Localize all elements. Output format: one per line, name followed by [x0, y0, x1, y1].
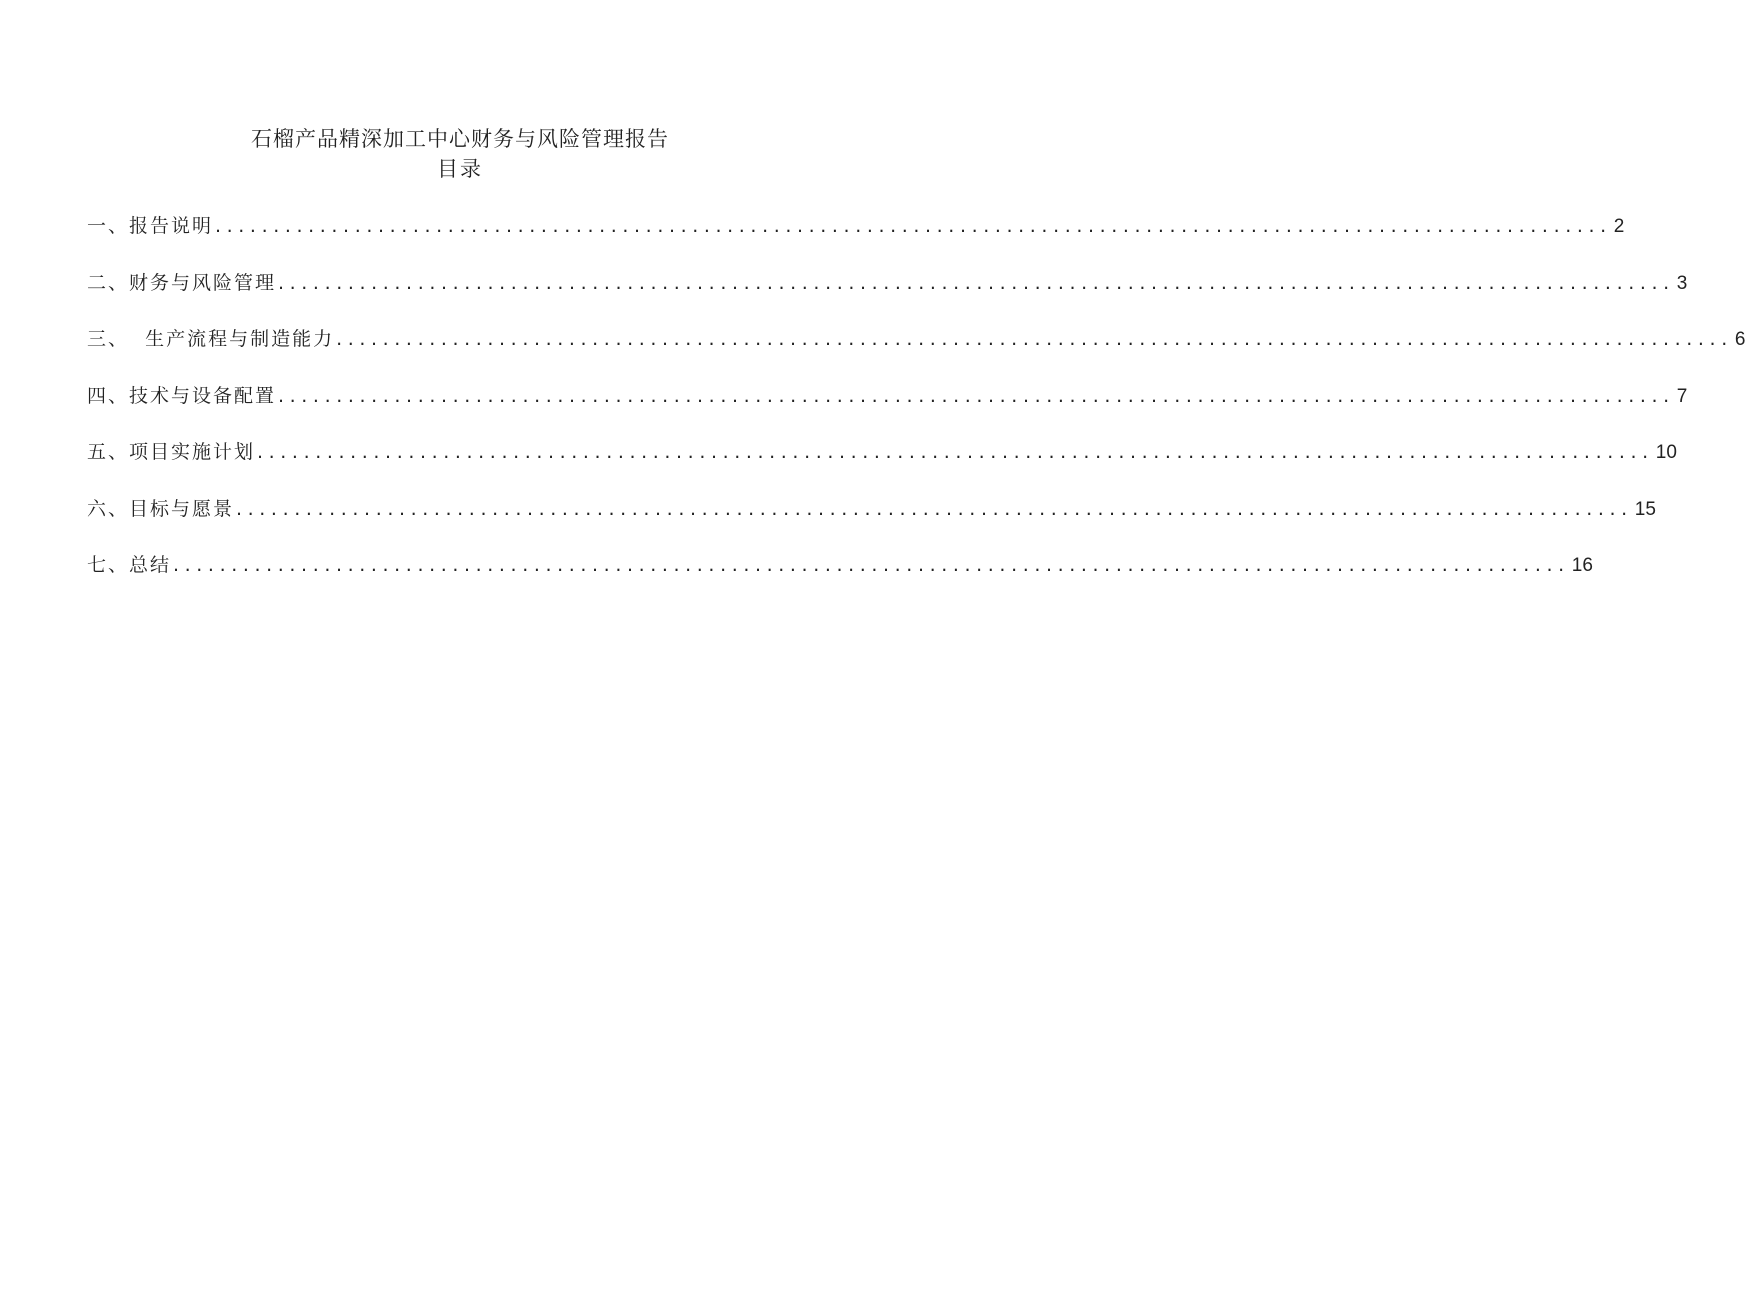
toc-entry-6[interactable] [87, 494, 1656, 551]
toc-dot-leader: ........................................................................................................................ [257, 441, 1654, 463]
toc-page-number: 10 [1655, 442, 1677, 463]
toc-entry-1[interactable] [87, 211, 1625, 268]
toc-dot-leader: ........................................................................................................................ [215, 215, 1612, 237]
toc-entry-label: 七、总结 [87, 554, 172, 576]
toc-entry-3[interactable] [87, 324, 1745, 381]
toc-entry-label: 六、目标与愿景 [87, 497, 235, 520]
toc-page-number: 16 [1571, 555, 1593, 576]
toc-dot-leader: ........................................................................................................................ [278, 384, 1675, 407]
toc-page-number: 6 [1734, 329, 1745, 350]
toc-dot-leader: ........................................................................................................................ [278, 271, 1675, 294]
table-of-contents [87, 211, 1745, 607]
document-title: 石榴产品精深加工中心财务与风险管理报告 [251, 127, 669, 151]
toc-entry-2[interactable] [87, 268, 1688, 325]
toc-page-number: 2 [1613, 216, 1625, 237]
toc-entry-label: 三、 生产流程与制造能力 [87, 328, 335, 350]
toc-entry-label: 二、财务与风险管理 [87, 271, 277, 294]
toc-entry-label: 五、项目实施计划 [87, 441, 256, 463]
toc-dot-leader: ........................................................................................................................ [336, 328, 1733, 350]
toc-entry-label: 四、技术与设备配置 [87, 384, 277, 407]
toc-entry-7[interactable] [87, 550, 1593, 607]
toc-entry-label: 一、报告说明 [87, 215, 214, 237]
toc-page-number: 15 [1634, 498, 1656, 520]
toc-page-number: 3 [1676, 272, 1688, 294]
toc-heading: 目录 [437, 157, 483, 181]
toc-entry-5[interactable] [87, 437, 1677, 494]
toc-dot-leader: ........................................................................................................................ [173, 554, 1570, 576]
toc-dot-leader: ........................................................................................................................ [236, 497, 1633, 520]
toc-entry-4[interactable] [87, 381, 1688, 438]
toc-page-number: 7 [1676, 385, 1688, 407]
